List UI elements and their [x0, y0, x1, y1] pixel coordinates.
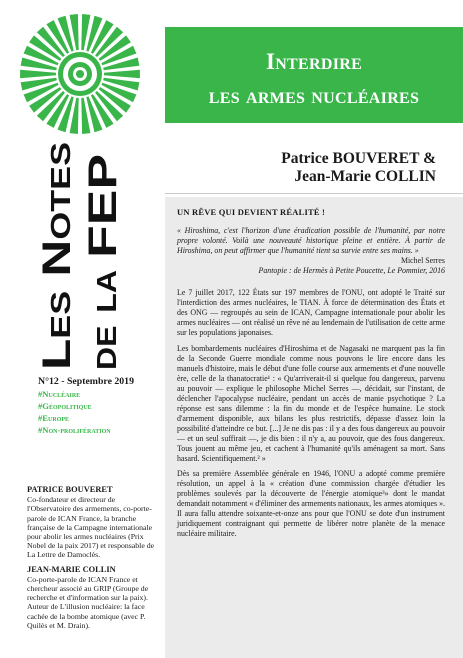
series-word-fep: FEP [81, 180, 125, 258]
authors-block [281, 150, 436, 186]
title-line-2: les armes nucléaires [208, 83, 420, 108]
title-banner [165, 27, 463, 123]
tag-geopolitique[interactable]: #Géopolitique [38, 401, 92, 411]
bio-text-bouveret: Co-fondateur et directeur de l'Observatoire des armements, co-porte-parole de ICAN France, la branche française de la Campagne internationale pour abolir les armes nucléaires (Prix Nobel de la paix 2017) et responsable de La Lettre de Damoclès. [27, 495, 155, 560]
logo-ray [104, 70, 140, 78]
tag-nucleaire[interactable]: #Nucléaire [38, 389, 81, 399]
bio-name-bouveret: PATRICE BOUVERET [27, 485, 113, 494]
fep-logo-sunburst [18, 12, 142, 136]
series-word-de-la: de la [81, 282, 125, 370]
series-word-notes: Les Notes [35, 191, 79, 370]
bio-text-collin: Co-porte-parole de ICAN France et chercheur associé au GRIP (Groupe de recherche et d'information sur la paix). Auteur de L'illusion nucléaire: la face cachée de la bombe atomique (avec P. Quilès et M. Drain). [27, 574, 149, 630]
series-title [30, 140, 125, 372]
article-panel [165, 197, 463, 658]
epigraph-quote: « Hiroshima, c'est l'horizon d'une éradication possible de l'humanité, par notre propre volonté. Voilà une nouveauté historique pleine et entière. À partir de Hiroshima, on peut affirmer que l'humanité tient sa survie entre ses mains. » [177, 226, 445, 255]
issue-number: N°12 - Septembre 2019 [38, 376, 134, 387]
logo-ray [20, 70, 56, 78]
separator-line [165, 193, 463, 194]
article-heading: UN RÊVE QUI DEVIENT RÉALITÉ ! [177, 207, 326, 217]
paragraph-1: Le 7 juillet 2017, 122 États sur 197 membres de l'ONU, ont adopté le Traité sur l'interdiction des armes nucléaires, le TIAN. À force de détermination des États et des ONG — regroupés au sein de ICAN, Campagne internationale pour abolir les armes nucléaires — ont réalisé un rêve né au lendemain de l'utilisation de cette arme sur les populations japonaises. [177, 288, 445, 337]
paragraph-2: Les bombardements nucléaires d'Hiroshima et de Nagasaki ne marquent pas la fin de la Seconde Guerre mondiale comme nous pouvons le lire encore dans les manuels d'histoire, mais le début d'une folle course aux armements et d'une nouvelle ère, celle de la thanatocratie¹ : « Qu'arriverait-il si quelque fou dangereux, parvenu au pouvoir — explique le philosophe Michel Serres —, décidait, sur l'instant, de déclencher l'apocalypse nucléaire, pendant un accès de manie psychotique ? La réponse est sans dilemme : la fin du monde et de l'espèce humaine. Le stock d'armement disponible, aux bilans les plus restrictifs, dépasse d'assez loin la possibilité d'atteindre ce but. [...] Je ne dis pas : il y a des fous dangereux au pouvoir — et un seul suffirait —, je dis bien : il n'y a, au pouvoir, que des fous dangereux. Tous jouent au même jeu, et cachent à l'humanité qu'ils aménagent sa mort. Sans hasard. Scientifiquement.² » [177, 344, 445, 463]
logo-ring [76, 70, 84, 78]
tag-europe[interactable]: #Europe [38, 413, 70, 423]
title-line-1: Interdire [265, 49, 363, 74]
authors-line-1: Patrice BOUVERET & [281, 150, 436, 167]
author-bios [27, 485, 159, 631]
epigraph-author: Michel Serres [400, 256, 445, 265]
bio-name-collin: JEAN-MARIE COLLIN [27, 564, 116, 574]
issue-info [38, 376, 158, 436]
tag-non-proliferation[interactable]: #Non-prolifération [38, 425, 111, 435]
paragraph-3: Dès sa première Assemblée générale en 1946, l'ONU a adopté comme première résolution, un appel à la « création d'une commission chargée d'étudier les problèmes soulevés par la découverte de l'énergie atomique³» dont le mandat demandait notamment « d'éliminer des armements nationaux, les armes atomiques ». Il aura fallu attendre soixante-et-onze ans pour que l'ONU se dote d'un instrument juridiquement contraignant qui permette de libérer notre planète de la menace nucléaire militaire. [177, 469, 445, 538]
epigraph-source: Pantopie : de Hermès à Petite Poucette, Le Pommier, 2016 [258, 266, 445, 275]
authors-line-2: Jean-Marie COLLIN [294, 168, 436, 185]
